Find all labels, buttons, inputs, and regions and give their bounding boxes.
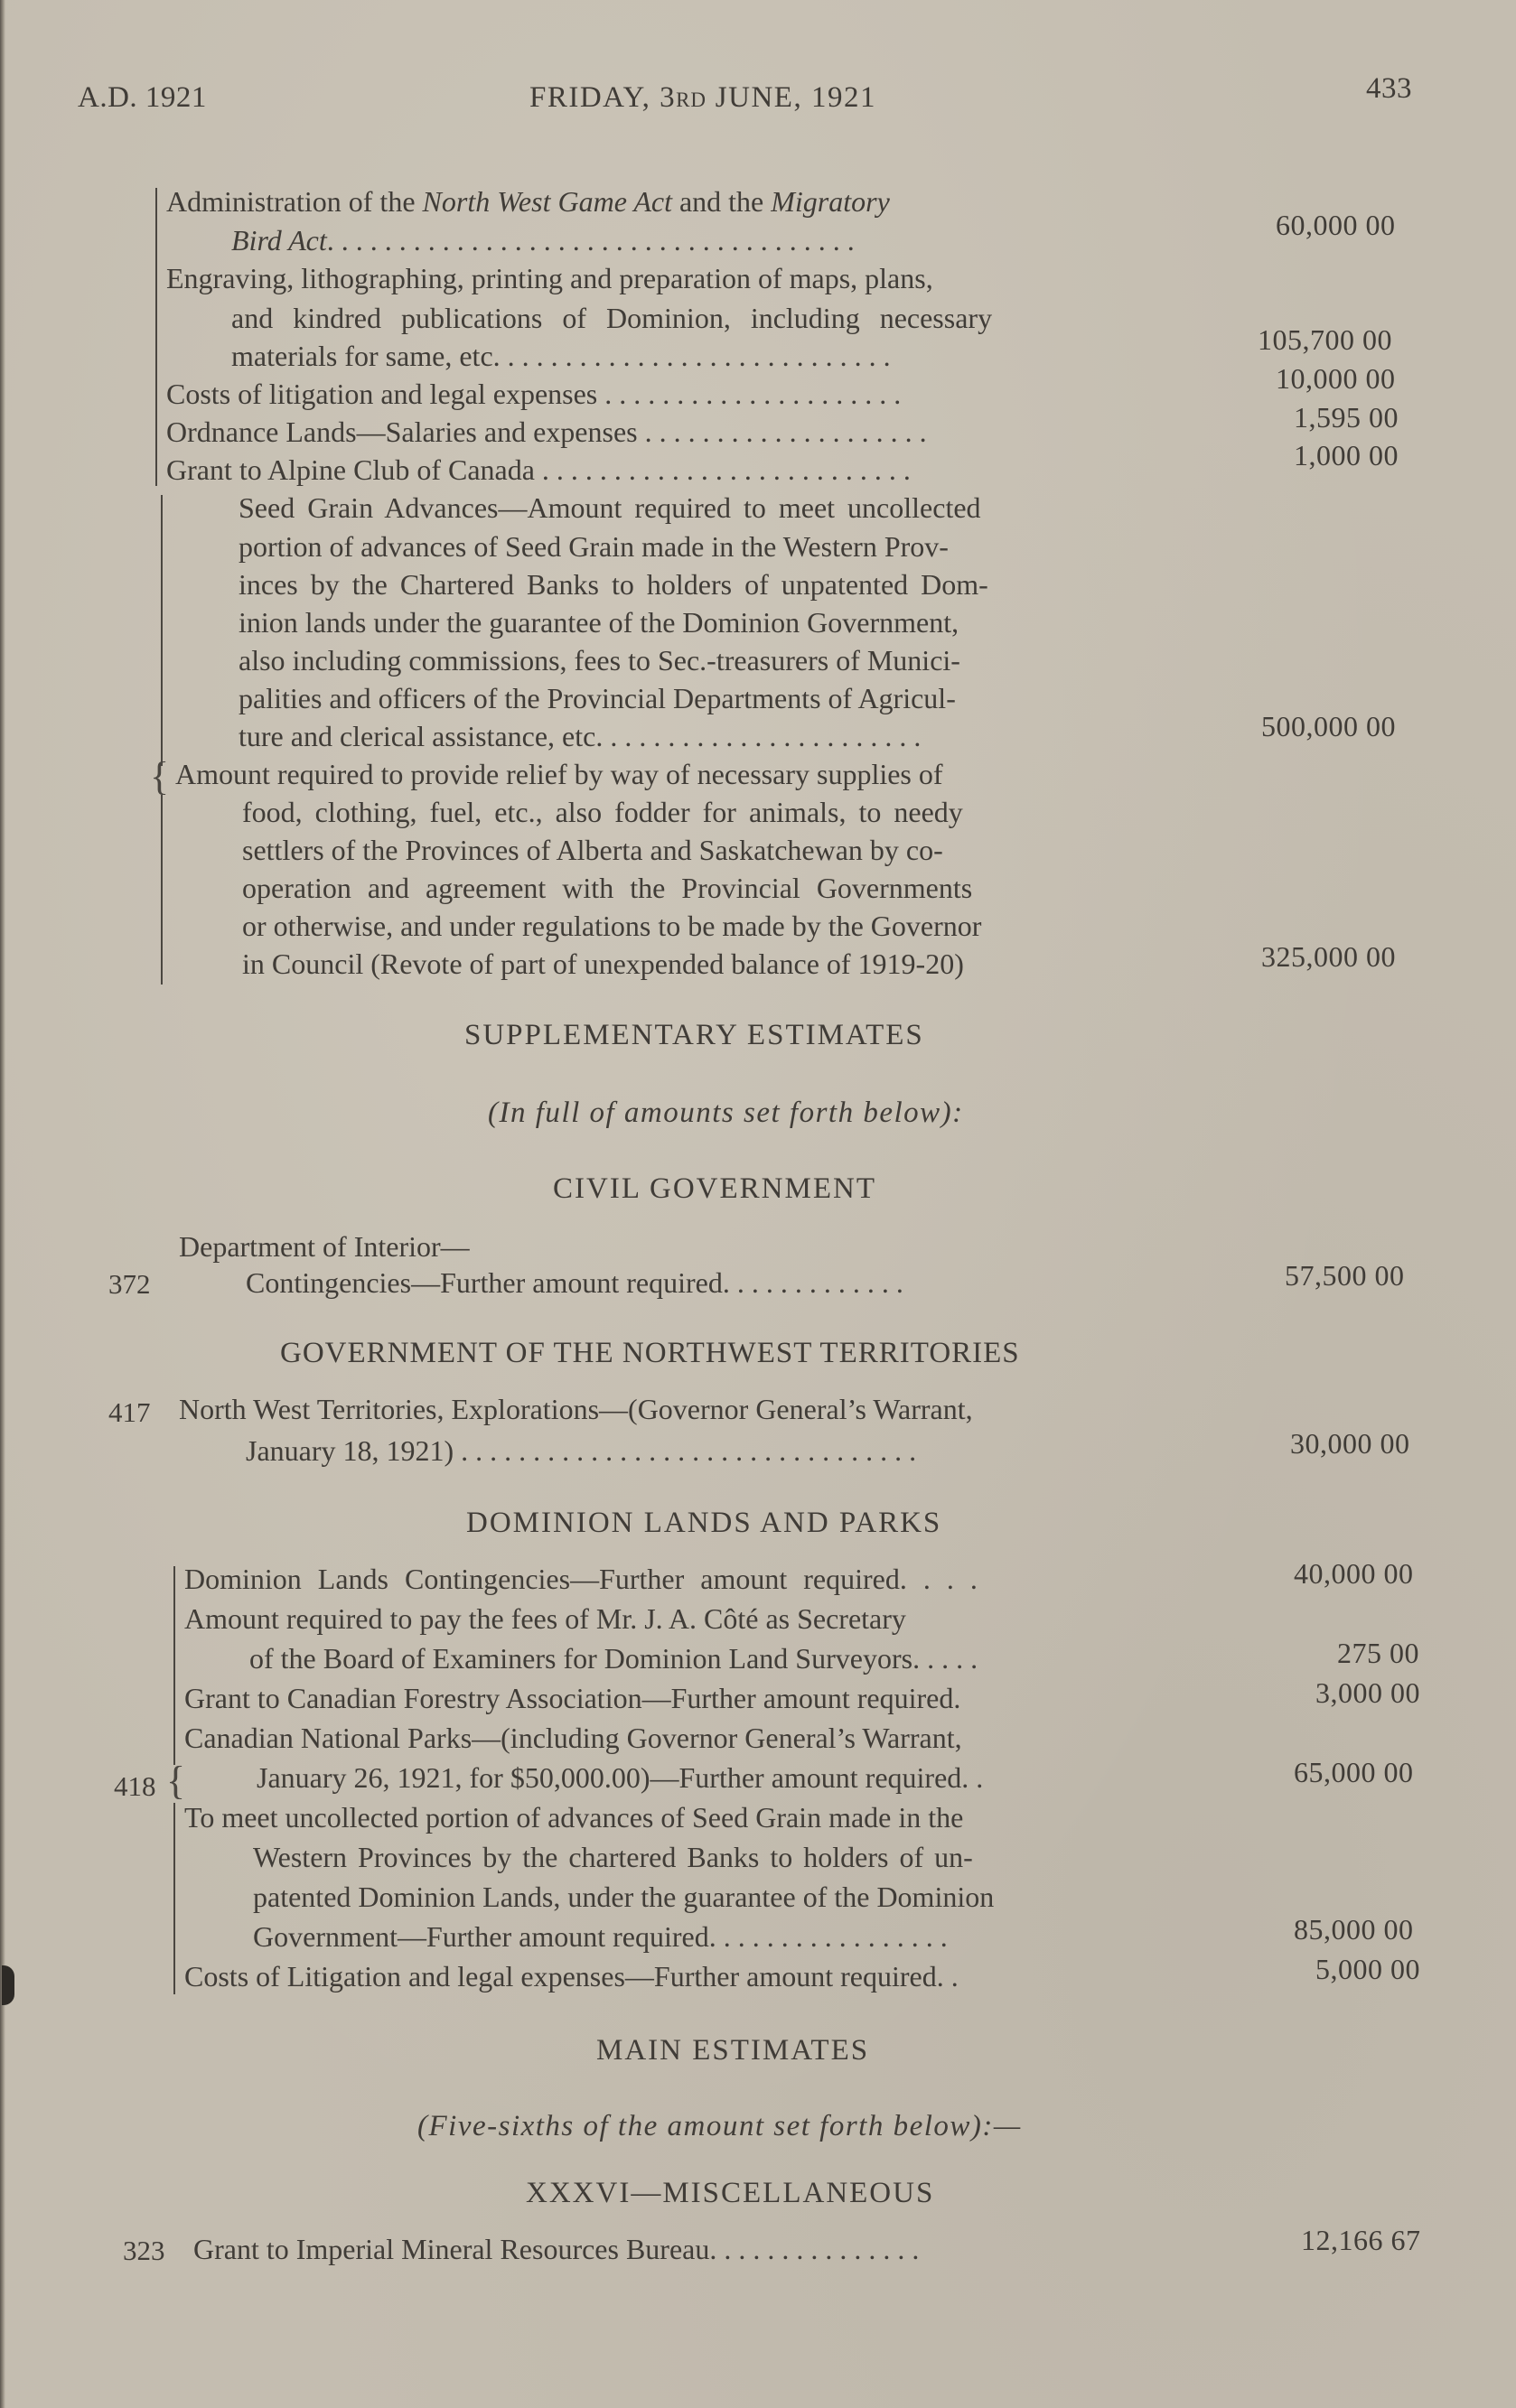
- item-litigation-further: Costs of Litigation and legal expenses—Further amount required. .: [184, 1960, 959, 1993]
- brace-lands-parks-upper: [173, 1566, 175, 1765]
- amount-seed-grain: 500,000 00: [1261, 710, 1396, 742]
- header-date: FRIDAY, 3RD JUNE, 1921: [529, 81, 876, 114]
- seed-grain-line3: inces by the Chartered Banks to holders of unpatented Dom-: [239, 568, 988, 601]
- seed-grain-line4: inion lands under the guarantee of the Dominion Government,: [239, 606, 959, 639]
- seed-grain-line5: also including commissions, fees to Sec.-treasurers of Munici-: [239, 644, 960, 677]
- lands-parks-title: DOMINION LANDS AND PARKS: [466, 1507, 942, 1539]
- amount-relief: 325,000 00: [1261, 940, 1396, 973]
- miscellaneous-title: XXXVI—MISCELLANEOUS: [526, 2177, 935, 2209]
- item-north-west-game-act-line1: Administration of the North West Game Act and the Migratory: [166, 185, 890, 218]
- item-costs-litigation: Costs of litigation and legal expenses . . . . . . . . . . . . . . . . . . . . .: [166, 378, 902, 410]
- item-national-parks-line1: Canadian National Parks—(including Governor General’s Warrant,: [184, 1722, 962, 1754]
- item-imperial-mineral: Grant to Imperial Mineral Resources Bureau. . . . . . . . . . . . . . .: [193, 2233, 920, 2265]
- supplementary-estimates-subtitle: (In full of amounts set forth below):: [488, 1097, 964, 1129]
- main-estimates-title: MAIN ESTIMATES: [596, 2034, 870, 2067]
- relief-line1: Amount required to provide relief by way of necessary supplies of: [175, 758, 943, 790]
- page-number: 433: [1366, 72, 1412, 105]
- item-cote-fees-line1: Amount required to pay the fees of Mr. J. A. Côté as Secretary: [184, 1602, 906, 1635]
- amount-litigation-further: 5,000 00: [1315, 1953, 1420, 1985]
- item-ordnance-lands: Ordnance Lands—Salaries and expenses . . . . . . . . . . . . . . . . . . . .: [166, 415, 927, 448]
- vote-418: 418: [114, 1770, 156, 1802]
- item-national-parks-line2: January 26, 1921, for $50,000.00)—Further amount required. .: [257, 1761, 984, 1794]
- amount-north-west-game-act: 60,000 00: [1276, 209, 1396, 241]
- binding-mark: [2, 1965, 14, 2005]
- page-edge-shadow: [0, 0, 5, 2408]
- amount-seed-grain-lands: 85,000 00: [1294, 1913, 1414, 1946]
- relief-line5: or otherwise, and under regulations to be made by the Governor: [242, 910, 982, 942]
- amount-lands-contingencies: 40,000 00: [1294, 1557, 1414, 1590]
- brace-lands-parks-lower: [173, 1803, 175, 1994]
- seed-grain-line1: Seed Grain Advances—Amount required to meet uncollected: [239, 491, 981, 524]
- amount-forestry-association: 3,000 00: [1315, 1676, 1420, 1709]
- item-nwt-explorations-line1: North West Territories, Explorations—(Governor General’s Warrant,: [179, 1393, 973, 1425]
- civil-government-title: CIVIL GOVERNMENT: [553, 1172, 876, 1205]
- seed-grain-line6: palities and officers of the Provincial Departments of Agricul-: [239, 682, 956, 714]
- brace-relief: [161, 795, 163, 985]
- item-alpine-club: Grant to Alpine Club of Canada . . . . . . . . . . . . . . . . . . . . . . . . . .: [166, 453, 911, 486]
- item-engraving-line2: and kindred publications of Dominion, including necessary: [231, 302, 993, 334]
- item-seed-grain-lands-line3: patented Dominion Lands, under the guarantee of the Dominion: [253, 1881, 995, 1913]
- amount-imperial-mineral: 12,166 67: [1301, 2224, 1421, 2256]
- item-nwt-explorations-line2: January 18, 1921) . . . . . . . . . . . . . . . . . . . . . . . . . . . . . . . .: [246, 1434, 917, 1467]
- amount-costs-litigation: 10,000 00: [1276, 362, 1396, 395]
- amount-cote-fees: 275 00: [1337, 1637, 1419, 1669]
- northwest-territories-title: GOVERNMENT OF THE NORTHWEST TERRITORIES: [280, 1337, 1020, 1369]
- item-lands-contingencies: Dominion Lands Contingencies—Further amount required. . . .: [184, 1563, 978, 1595]
- supplementary-estimates-title: SUPPLEMENTARY ESTIMATES: [464, 1019, 924, 1051]
- amount-ordnance-lands: 1,595 00: [1294, 401, 1399, 434]
- relief-line4: operation and agreement with the Provincial Governments: [242, 872, 973, 904]
- item-contingencies: Contingencies—Further amount required. . . . . . . . . . . . .: [246, 1266, 903, 1299]
- amount-national-parks: 65,000 00: [1294, 1756, 1414, 1788]
- item-seed-grain-lands-line1: To meet uncollected portion of advances of Seed Grain made in the: [184, 1801, 964, 1834]
- relief-line3: settlers of the Provinces of Alberta and Saskatchewan by co-: [242, 834, 943, 866]
- item-seed-grain-lands-line2: Western Provinces by the chartered Banks to holders of un-: [253, 1841, 973, 1873]
- amount-contingencies: 57,500 00: [1285, 1259, 1405, 1292]
- item-forestry-association: Grant to Canadian Forestry Association—Further amount required.: [184, 1682, 961, 1714]
- amount-nwt-explorations: 30,000 00: [1290, 1427, 1410, 1460]
- seed-grain-line7: ture and clerical assistance, etc. . . . . . . . . . . . . . . . . . . . . . .: [239, 720, 922, 752]
- brace-seed-grain-point: {: [150, 754, 170, 798]
- relief-line6: in Council (Revote of part of unexpended balance of 1919-20): [242, 947, 964, 980]
- vote-323: 323: [123, 2235, 165, 2266]
- seed-grain-line2: portion of advances of Seed Grain made in the Western Prov-: [239, 530, 949, 563]
- item-cote-fees-line2: of the Board of Examiners for Dominion Land Surveyors. . . . .: [249, 1642, 978, 1675]
- amount-alpine-club: 1,000 00: [1294, 439, 1399, 471]
- brace-lands-parks-point: {: [166, 1759, 186, 1803]
- relief-line2: food, clothing, fuel, etc., also fodder for animals, to needy: [242, 796, 963, 828]
- item-engraving-line1: Engraving, lithographing, printing and preparation of maps, plans,: [166, 262, 933, 294]
- header-year: A.D. 1921: [78, 81, 207, 114]
- item-seed-grain-lands-line4: Government—Further amount required. . . . . . . . . . . . . . . . .: [253, 1920, 948, 1953]
- dept-interior: Department of Interior—: [179, 1230, 470, 1263]
- vote-372: 372: [108, 1268, 151, 1300]
- brace-seed-grain: [161, 495, 163, 766]
- main-estimates-subtitle: (Five-sixths of the amount set forth below):—: [417, 2110, 1022, 2142]
- item-engraving-line3: materials for same, etc. . . . . . . . . . . . . . . . . . . . . . . . . . . .: [231, 340, 891, 372]
- brace-top-items: [155, 188, 157, 486]
- item-north-west-game-act-line2: Bird Act. . . . . . . . . . . . . . . . . . . . . . . . . . . . . . . . . . . . .: [231, 224, 855, 257]
- vote-417: 417: [108, 1396, 151, 1428]
- amount-engraving: 105,700 00: [1258, 323, 1392, 356]
